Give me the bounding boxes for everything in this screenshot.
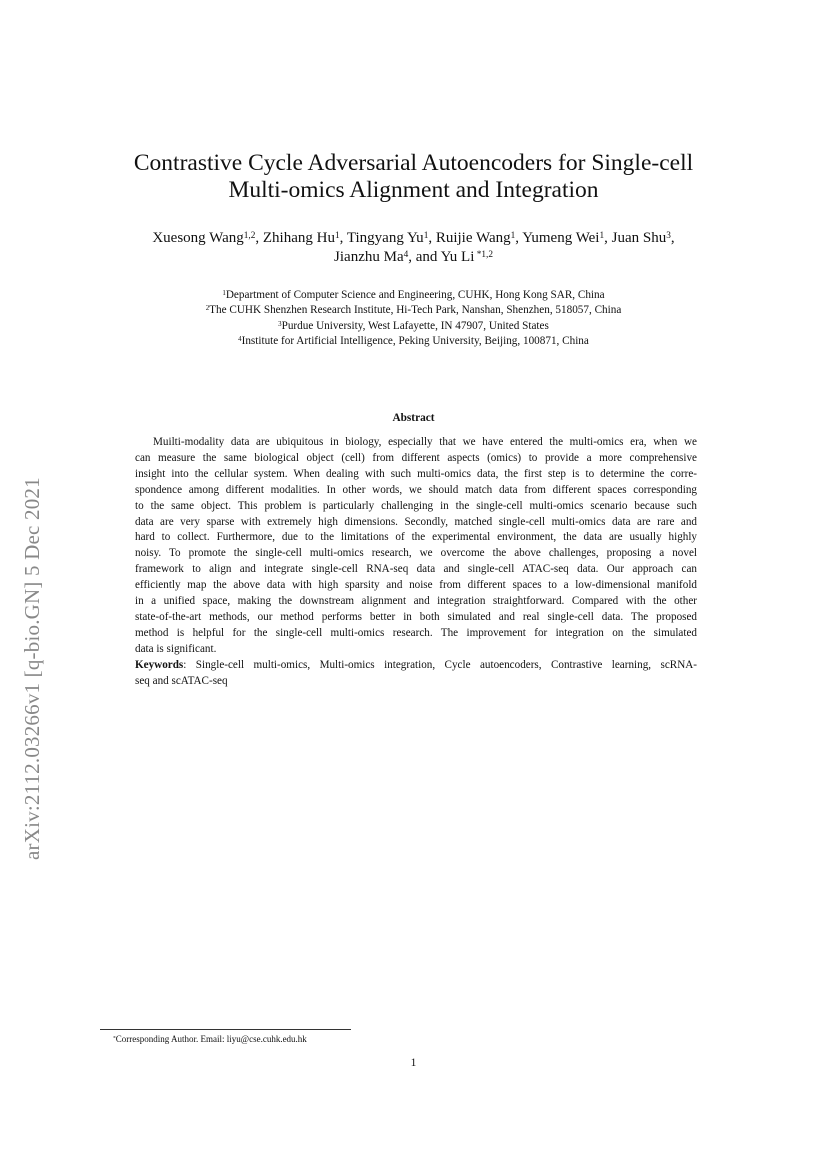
separator: , <box>255 230 263 246</box>
separator: , and <box>408 249 441 265</box>
keywords-label: Keywords <box>135 658 184 671</box>
abstract-line: efficiently map the above data with high sparsity and noise from different spaces to a low-dimensional manifold <box>135 579 697 592</box>
affiliation <box>0 288 827 303</box>
abstract-line: framework to align and integrate single-cell RNA-seq data and single-cell ATAC-seq data. Our approach can <box>135 563 697 576</box>
affiliation-text: Purdue University, West Lafayette, IN 47907, United States <box>281 319 549 332</box>
footnote-mark: * <box>113 1035 116 1042</box>
abstract-line: hard to collect. Furthermore, due to the limitations of the experimental environment, the data are usually highly <box>135 531 697 544</box>
footnote-text: Corresponding Author. Email: liyu@cse.cuhk.edu.hk <box>115 1034 307 1044</box>
author-name: Ruijie Wang <box>435 230 511 246</box>
affiliation <box>0 334 827 349</box>
author-affiliation: 1,2 <box>243 230 256 241</box>
abstract-line: state-of-the-art methods, our method performs better in both simulated and real single-cell data. The proposed <box>135 610 697 623</box>
author-affiliation: *1,2 <box>474 249 493 260</box>
author-name: Juan Shu <box>611 230 667 246</box>
affiliations <box>0 288 827 349</box>
abstract-line: method is helpful for the single-cell multi-omics research. The improvement for integration on the simulated <box>135 626 697 639</box>
page-number: 1 <box>410 1057 417 1069</box>
author-affiliation: 4 <box>403 249 409 260</box>
separator: , <box>670 230 675 246</box>
author-name: Tingyang Yu <box>346 230 424 246</box>
title-line: Contrastive Cycle Adversarial Autoencoders for Single-cell <box>133 150 694 176</box>
affiliation-number: 4 <box>238 334 242 343</box>
keywords-line <box>135 658 697 674</box>
separator: , <box>604 230 612 246</box>
abstract-line: Muilti-modality data are ubiquitous in biology, especially that we have entered the multi-omics era, when we <box>153 436 697 448</box>
affiliation-number: 1 <box>222 288 226 297</box>
keywords-text: : Single-cell multi-omics, Multi-omics integration, Cycle autoencoders, Contrastive learning, scRNA- <box>183 658 697 671</box>
author-name: Xuesong Wang <box>152 230 244 246</box>
author-affiliation: 1 <box>599 230 605 241</box>
affiliation-number: 2 <box>205 304 210 313</box>
author-affiliation: 3 <box>666 230 671 241</box>
abstract-line: insight into the cellular system. When dealing with such multi-omics data, the first step is to determine the corre- <box>135 467 697 480</box>
affiliation-text: Department of Computer Science and Engineering, CUHK, Hong Kong SAR, China <box>225 289 605 301</box>
abstract-line: data is significant. <box>135 642 217 655</box>
separator: , <box>428 230 436 246</box>
abstract-line: spondence among different modalities. In other words, we should match data from different spaces corresponding <box>135 483 697 496</box>
author-name: Zhihang Hu <box>262 230 335 246</box>
author-affiliation: 1 <box>423 230 429 241</box>
affiliation-text: Institute for Artificial Intelligence, Peking University, Beijing, 100871, China <box>241 334 589 347</box>
author-affiliation: 1 <box>510 230 516 241</box>
abstract-body <box>135 435 697 690</box>
abstract-line: in a unified space, making the downstream alignment and integration straightforward. Compared with the other <box>135 595 697 608</box>
affiliation <box>0 303 827 318</box>
author-name: Yu Li <box>440 249 475 265</box>
affiliation <box>0 319 827 334</box>
keywords-line: seq and scATAC-seq <box>135 674 228 687</box>
title-line: Multi-omics Alignment and Integration <box>228 177 599 203</box>
abstract-heading: Abstract <box>392 412 435 424</box>
footnote <box>113 1034 307 1044</box>
abstract-line: can measure the same biological object (cell) from different aspects (omics) to provide a more comprehensive <box>135 451 697 464</box>
author-name: Yumeng Wei <box>522 230 600 246</box>
affiliation-text: The CUHK Shenzhen Research Institute, Hi-Tech Park, Nanshan, Shenzhen, 518057, China <box>209 304 622 317</box>
author-name: Jianzhu Ma <box>334 249 404 265</box>
abstract-line: data are very sparse with extremely high dimensions. Secondly, matched single-cell multi-omics data are rare and <box>135 515 697 528</box>
abstract-line: to the same object. This problem is particularly challenging in the single-cell multi-omics scenario because such <box>135 499 697 512</box>
separator: , <box>339 230 347 246</box>
abstract-line: noisy. To promote the single-cell multi-omics research, we overcome the above challenges, proposing a novel <box>135 547 697 560</box>
separator: , <box>515 230 523 246</box>
arxiv-identifier: arXiv:2112.03266v1 [q-bio.GN] 5 Dec 2021 <box>20 477 44 860</box>
author-affiliation: 1 <box>334 230 340 241</box>
affiliation-number: 3 <box>278 319 282 328</box>
author-list <box>0 229 827 267</box>
paper-title <box>0 150 827 204</box>
footnote-rule <box>100 1029 351 1030</box>
